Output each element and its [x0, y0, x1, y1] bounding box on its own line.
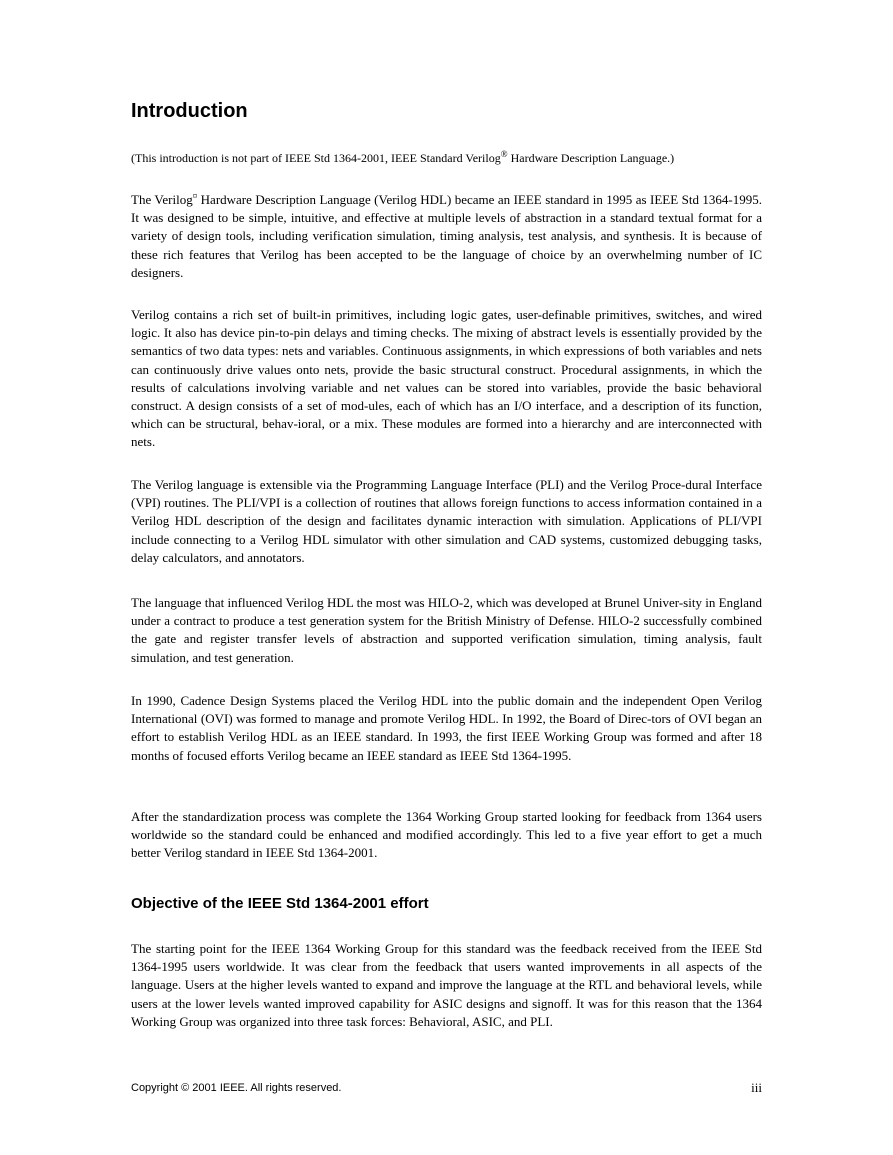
introduction-note	[131, 149, 762, 167]
registered-mark: ®	[500, 149, 508, 159]
paragraph-text: Hardware Description Language (Verilog HDL) became an IEEE standard in 1995 as IEEE Std 1364-1995. It was designed to be simple, intuitive, and effective at multiple levels of abstraction in a standard textual format for a variety of design tools, including verification simulation, timing analysis, test analysis, and synthesis. It is because of these rich features that Verilog has been accepted to be the language of choice by an overwhelming number of IC designers.	[131, 192, 762, 280]
paragraph-primitives: Verilog contains a rich set of built-in primitives, including logic gates, user-definable primitives, switches, and wired logic. It also has device pin-to-pin delays and timing checks. The mixing of abstract levels is essentially provided by the semantics of two data types: nets and variables. Continuous assignments, in which expressions of both variables and nets can continuously drive values onto nets, provide the basic structural construct. Procedural assignments, in which the results of calculations involving variable and net values can be stored into variables, provide the basic behavioral construct. A design consists of a set of mod-ules, each of which has an I/O interface, and a description of its function, which can be structural, behav-ioral, or a mix. These modules are formed into a hierarchy and are interconnected with nets.	[131, 307, 762, 450]
note-text-end: Hardware Description Language.)	[507, 151, 675, 165]
paragraph-objective: The starting point for the IEEE 1364 Working Group for this standard was the feedback received from the IEEE Std 1364-1995 users worldwide. It was clear from the feedback that users wanted improvements in all aspects of the language. Users at the higher levels wanted to expand and improve the language at the RTL and behavioral levels, while users at the lower levels wanted improved capability for ASIC designs and signoff. It was for this reason that the 1364 Working Group was organized into three task forces: Behavioral, ASIC, and PLI.	[131, 941, 762, 1029]
copyright-text: Copyright © 2001 IEEE. All rights reserved.	[131, 1082, 342, 1094]
page-footer	[131, 1080, 762, 1098]
note-text-start: (This introduction is not part of IEEE Std 1364-2001, IEEE Standard Verilog	[131, 151, 501, 165]
paragraph-lead: The Verilog	[131, 192, 193, 207]
page-title: Introduction	[131, 100, 248, 122]
paragraph-history: In 1990, Cadence Design Systems placed the Verilog HDL into the public domain and the independent Open Verilog International (OVI) was formed to manage and promote Verilog HDL. In 1992, the Board of Direc-tors of OVI began an effort to establish Verilog HDL as an IEEE standard. In 1993, the first IEEE Working Group was formed and after 18 months of focused efforts Verilog became an IEEE standard as IEEE Std 1364-1995.	[131, 693, 762, 763]
page-number: iii	[751, 1080, 762, 1095]
paragraph-standardization: After the standardization process was complete the 1364 Working Group started looking for feedback from 1364 users worldwide so the standard could be enhanced and modified accordingly. This led to a five year effort to get a much better Verilog standard in IEEE Std 1364-2001.	[131, 809, 762, 861]
trademark-mark: ¤	[192, 191, 198, 201]
paragraph-hilo: The language that influenced Verilog HDL the most was HILO-2, which was developed at Brunel Univer-sity in England under a contract to produce a test generation system for the British Ministry of Defense. HILO-2 successfully combined the gate and register transfer levels of abstraction and supported verification simulation, timing analysis, fault simulation, and test generation.	[131, 595, 762, 665]
paragraph-pli-vpi: The Verilog language is extensible via the Programming Language Interface (PLI) and the Verilog Proce-dural Interface (VPI) routines. The PLI/VPI is a collection of routines that allows foreign functions to access information contained in a Verilog HDL description of the design and facilitates dynamic interaction with simulation. Applications of PLI/VPI include connecting to a Verilog HDL simulator with other simulation and CAD systems, customized debugging tasks, delay calculators, and annotators.	[131, 477, 762, 565]
paragraph-overview	[131, 191, 762, 282]
section-heading: Objective of the IEEE Std 1364-2001 effort	[131, 895, 429, 912]
